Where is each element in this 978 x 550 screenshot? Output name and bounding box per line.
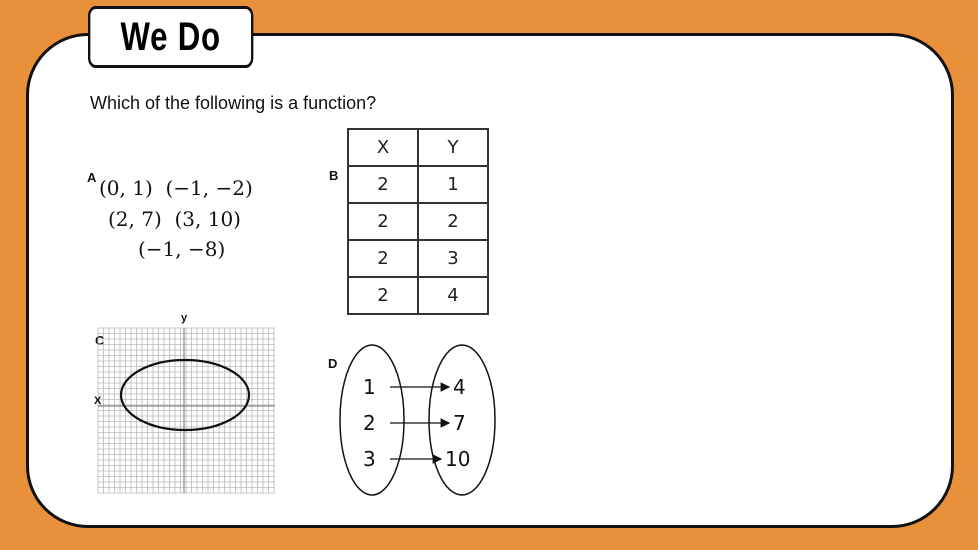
option-a-line-2: (2, 7) (3, 10) (108, 207, 241, 231)
option-d-mapping-diagram (335, 340, 510, 500)
table-cell: 2 (348, 240, 418, 277)
table-row (348, 203, 488, 240)
table-cell: 4 (418, 277, 488, 314)
page-title-tag (88, 6, 253, 68)
table-header-row (348, 129, 488, 166)
option-c-graph (90, 308, 280, 498)
range-value: 4 (453, 375, 466, 399)
option-c-letter: C (95, 333, 105, 348)
option-b-table (347, 128, 489, 315)
domain-value: 2 (363, 411, 376, 435)
range-value: 10 (445, 447, 471, 471)
table-row (348, 240, 488, 277)
option-a-line-1: (0, 1) (−1, −2) (99, 176, 253, 200)
domain-value: 3 (363, 447, 376, 471)
table-cell: 2 (348, 277, 418, 314)
x-axis-label: X (94, 395, 102, 407)
table-header-y: Y (418, 129, 488, 166)
y-axis-label: y (181, 312, 188, 324)
table-cell: 2 (348, 203, 418, 240)
option-b-letter: B (329, 168, 339, 183)
table-row (348, 277, 488, 314)
range-value: 7 (453, 411, 466, 435)
option-a-letter: A (87, 170, 97, 185)
domain-value: 1 (363, 375, 376, 399)
table-cell: 2 (418, 203, 488, 240)
option-d-letter: D (328, 356, 338, 371)
table-cell: 3 (418, 240, 488, 277)
table-header-x: X (348, 129, 418, 166)
question-text: Which of the following is a function? (90, 93, 377, 113)
page-title: We Do (120, 14, 221, 59)
table-cell: 1 (418, 166, 488, 203)
table-row (348, 166, 488, 203)
option-a-line-3: (−1, −8) (138, 237, 226, 261)
table-cell: 2 (348, 166, 418, 203)
